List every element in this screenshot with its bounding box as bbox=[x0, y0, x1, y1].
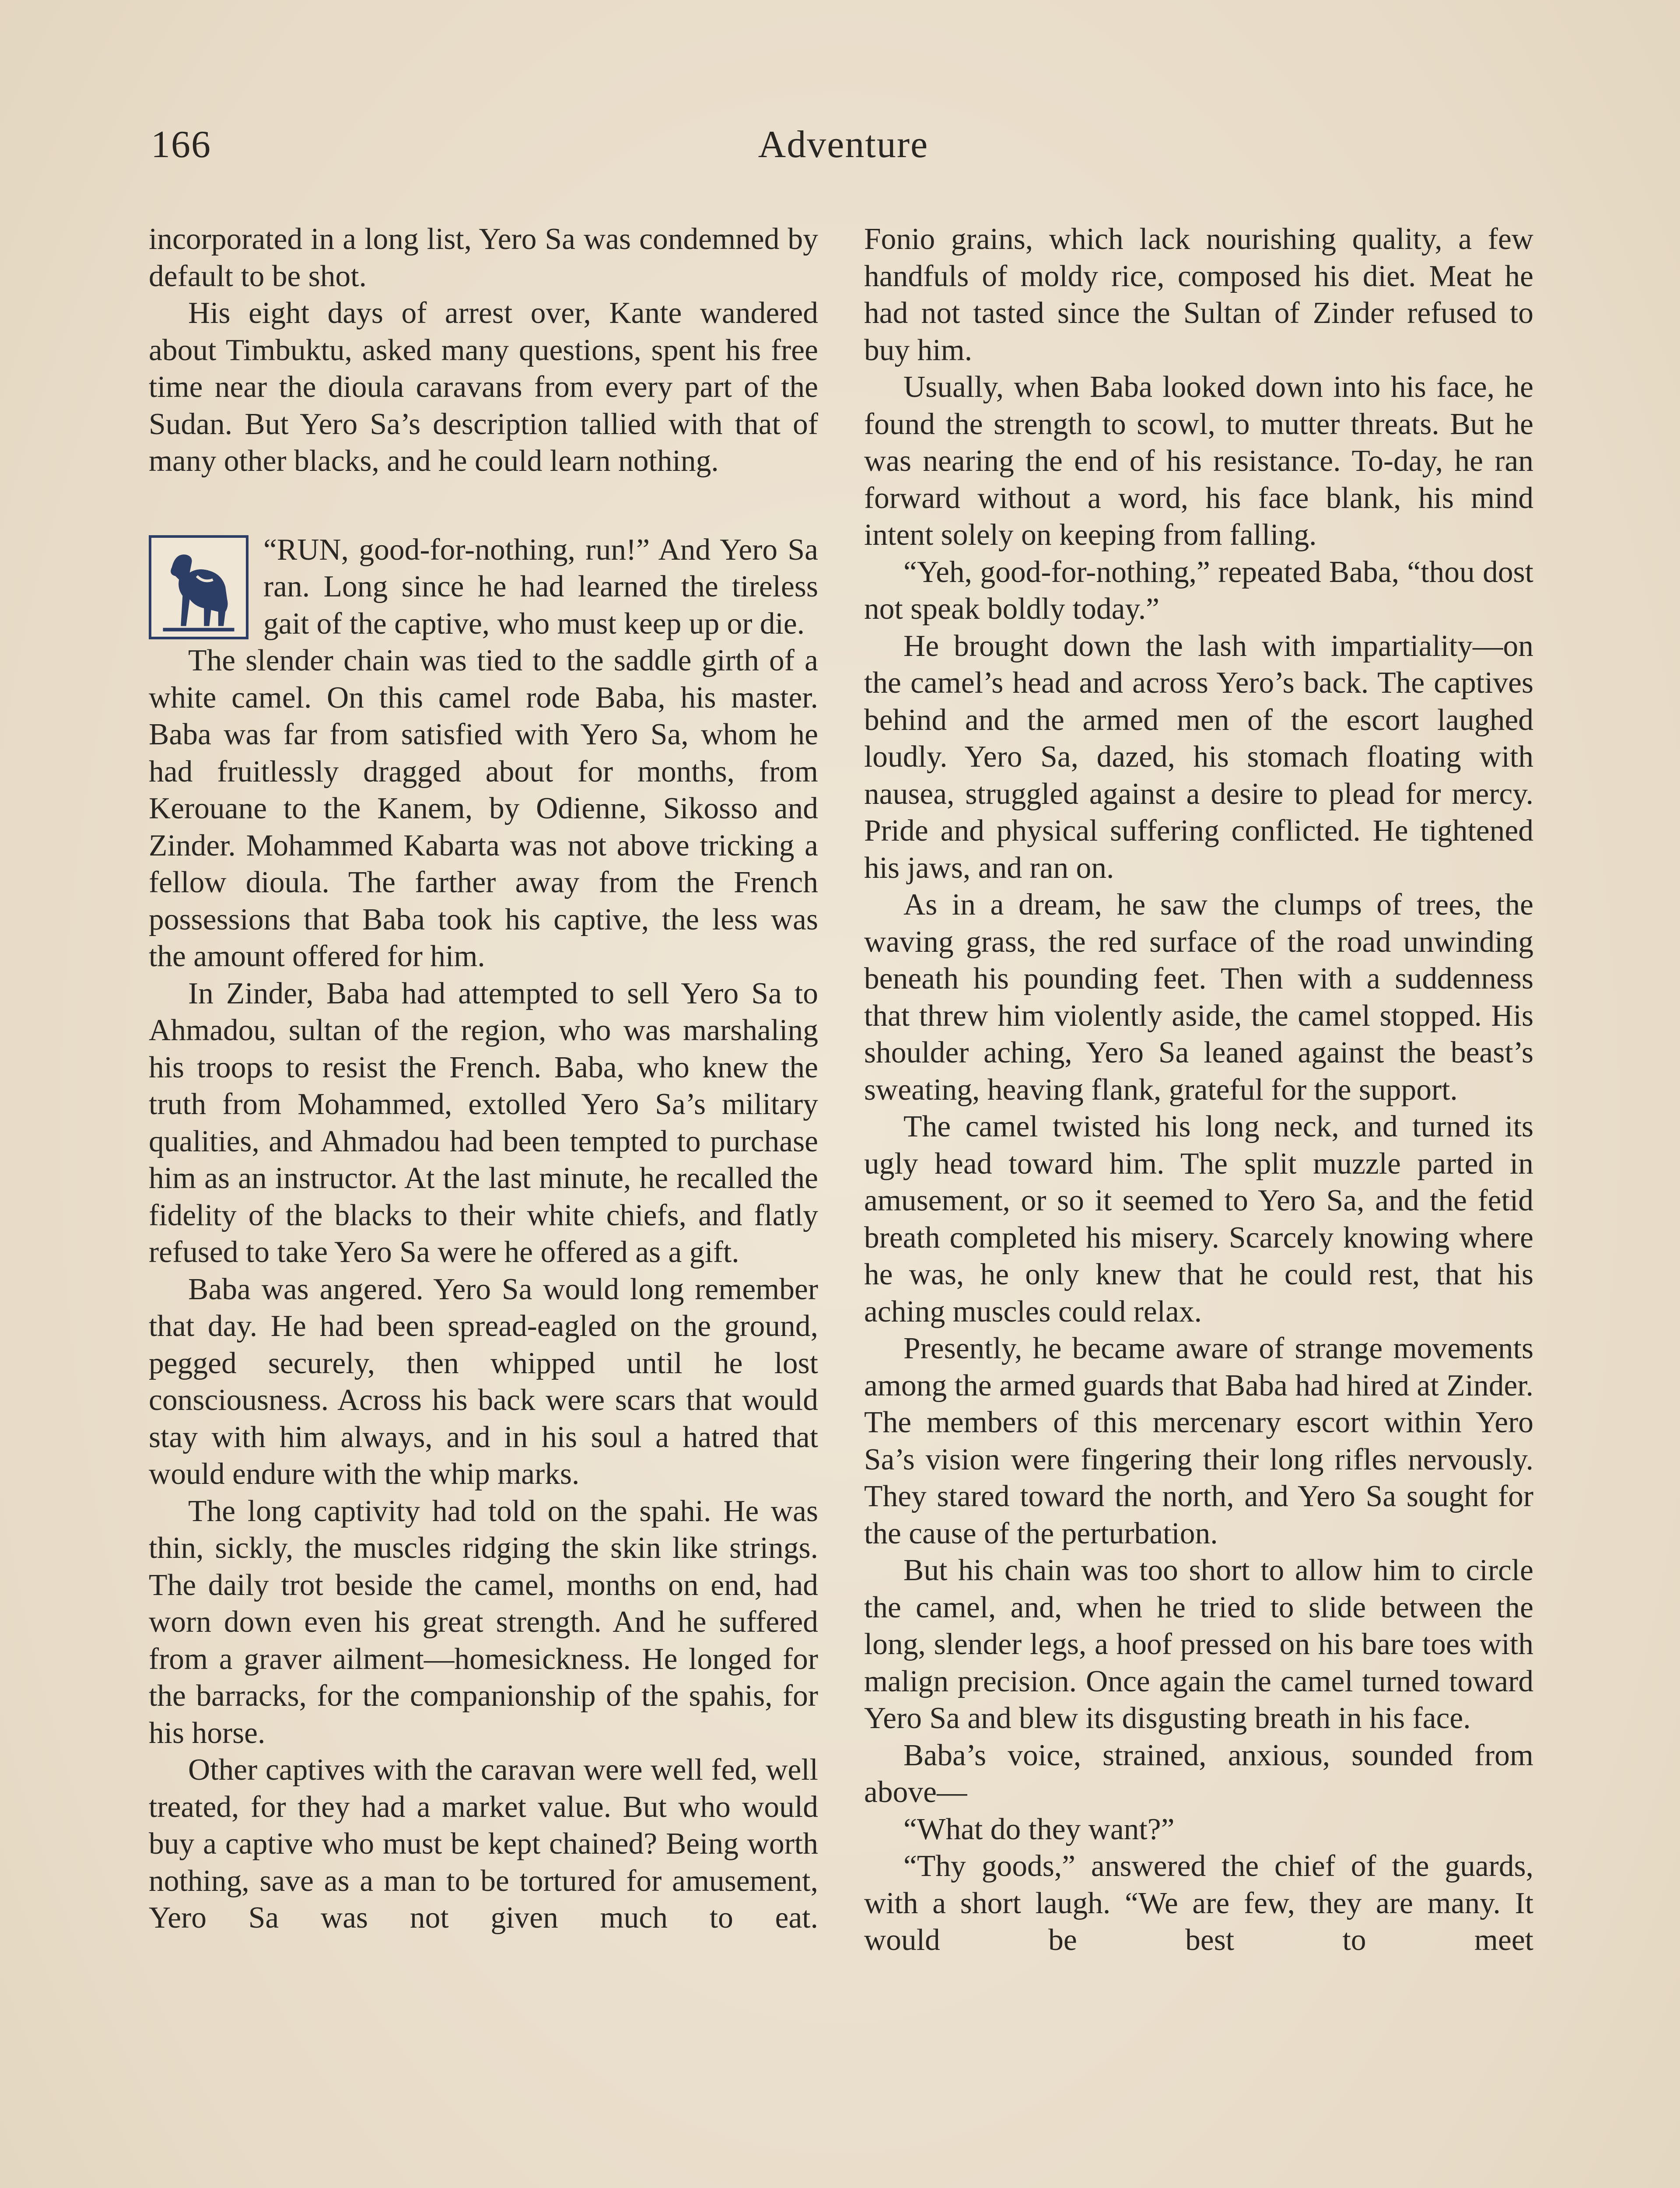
paragraph-text: The slender chain was tied to the saddle girth of a white camel. On this camel rode Baba, his master. Baba was far from satisfied with Yero Sa, whom he had fruitlessly dragged about for months, from Kerouane to the Kanem, by Odienne, Sikosso and Zinder. Mohammed Kabarta was not above tricking a fellow dioula. The farther away from the French possessions that Baba took his captive, the less was the amount offered for him. bbox=[149, 644, 818, 973]
paragraph bbox=[149, 1271, 818, 1493]
page-header bbox=[151, 123, 1536, 184]
paragraph-text: The camel twisted his long neck, and turned its ugly head toward him. The split muzzle parted in amusement, or so it seemed to Yero Sa, and the fetid breath completed his misery. Scarcely knowing where he was, he only knew that he could rest, that his aching muscles could relax. bbox=[864, 1110, 1533, 1329]
camel-illustration-icon bbox=[149, 535, 248, 639]
right-column bbox=[864, 221, 1533, 1959]
paragraph bbox=[864, 1552, 1533, 1737]
paragraph-text: In Zinder, Baba had attempted to sell Yero Sa to Ahmadou, sultan of the region, who was marshaling his troops to resist the French. Baba, who knew the truth from Mohammed, extolled Yero Sa’s military qualities, and Ahmadou had been tempted to purchase him as an instructor. At the last minute, he recalled the fidelity of the blacks to their white chiefs, and flatly refused to take Yero Sa were he offered as a gift. bbox=[149, 976, 818, 1269]
paragraph bbox=[864, 1737, 1533, 1811]
paragraph bbox=[149, 295, 818, 480]
paragraph-text: incorporated in a long list, Yero Sa was condemned by default to be shot. bbox=[149, 222, 818, 293]
paragraph bbox=[864, 887, 1533, 1108]
paragraph bbox=[864, 628, 1533, 887]
paragraph-text: His eight days of arrest over, Kante wandered about Timbuktu, asked many questions, spent his free time near the dioula caravans from every part of the Sudan. But Yero Sa’s description tallied with that of many other blacks, and he could learn nothing. bbox=[149, 296, 818, 478]
paragraph-text: Other captives with the caravan were well fed, well treated, for they had a market value. But who would buy a captive who must be kept chained? Being worth nothing, save as a man to be tortured for amusement, Yero Sa was not given much to eat. bbox=[149, 1753, 818, 1935]
paragraph-text: Baba was angered. Yero Sa would long remember that day. He had been spread-eagled on the ground, pegged securely, then whipped until he lost consciousness. Across his back were scars that would stay with him always, and in his soul a hatred that would endure with the whip marks. bbox=[149, 1272, 818, 1491]
paragraph bbox=[864, 369, 1533, 554]
paragraph bbox=[864, 1108, 1533, 1330]
paragraph-text: “Thy goods,” answered the chief of the guards, with a short laugh. “We are few, they are many. It would be best to meet bbox=[864, 1849, 1533, 1957]
paragraph-text: As in a dream, he saw the clumps of trees, the waving grass, the red surface of the road unwinding beneath his pounding feet. Then with a suddenness that threw him violently aside, the camel stopped. His shoulder aching, Yero Sa leaned against the beast’s sweating, heaving flank, grateful for the support. bbox=[864, 888, 1533, 1107]
paragraph bbox=[149, 221, 818, 295]
paragraph-text: “Yeh, good-for-nothing,” repeated Baba, “thou dost not speak boldly today.” bbox=[864, 555, 1533, 626]
paragraph-text: Baba’s voice, strained, anxious, sounded from above— bbox=[864, 1738, 1533, 1809]
paragraph bbox=[149, 642, 818, 975]
paragraph bbox=[149, 975, 818, 1271]
paragraph bbox=[149, 1752, 818, 1937]
paragraph bbox=[864, 1848, 1533, 1959]
paragraph-text: Presently, he became aware of strange movements among the armed guards that Baba had hired at Zinder. The members of this mercenary escort within Yero Sa’s vision were fingering their long rifles nervously. They stared toward the north, and Yero Sa sought for the cause of the perturbation. bbox=[864, 1332, 1533, 1550]
paragraph-text: “What do they want?” bbox=[903, 1812, 1175, 1846]
paragraph-text: Usually, when Baba looked down into his face, he found the strength to scowl, to mutter threats. But he was nearing the end of his resistance. To-day, he ran forward without a word, his face blank, his mind intent solely on keeping from falling. bbox=[864, 370, 1533, 552]
running-title: Adventure bbox=[758, 123, 929, 166]
left-column bbox=[149, 221, 818, 1937]
paragraph bbox=[864, 1330, 1533, 1552]
page-number: 166 bbox=[151, 123, 211, 166]
paragraph-text: “RUN, good-for-nothing, run!” And Yero Sa ran. Long since he had learned the tireless gait of the captive, who must keep up or die. bbox=[263, 533, 818, 641]
paragraph bbox=[864, 1811, 1533, 1848]
paragraph bbox=[864, 554, 1533, 628]
paragraph bbox=[864, 221, 1533, 369]
section-opening-paragraph bbox=[149, 532, 818, 643]
paragraph-text: But his chain was too short to allow him to circle the camel, and, when he tried to slide between the long, slender legs, a hoof pressed on his bare toes with malign precision. Once again the camel turned toward Yero Sa and blew its disgusting breath in his face. bbox=[864, 1553, 1533, 1735]
paragraph-text: The long captivity had told on the spahi. He was thin, sickly, the muscles ridging the skin like strings. The daily trot beside the camel, months on end, had worn down even his great strength. And he suffered from a graver ailment—homesickness. He longed for the barracks, for the companionship of the spahis, for his horse. bbox=[149, 1494, 818, 1750]
paragraph bbox=[149, 1493, 818, 1752]
paragraph-text: He brought down the lash with impartiality—on the camel’s head and across Yero’s back. The captives behind and the armed men of the escort laughed loudly. Yero Sa, dazed, his stomach floating with nausea, struggled against a desire to plead for mercy. Pride and physical suffering conflicted. He tightened his jaws, and ran on. bbox=[864, 629, 1533, 885]
paragraph-text: Fonio grains, which lack nourishing quality, a few handfuls of moldy rice, composed his diet. Meat he had not tasted since the Sultan of Zinder refused to buy him. bbox=[864, 222, 1533, 367]
